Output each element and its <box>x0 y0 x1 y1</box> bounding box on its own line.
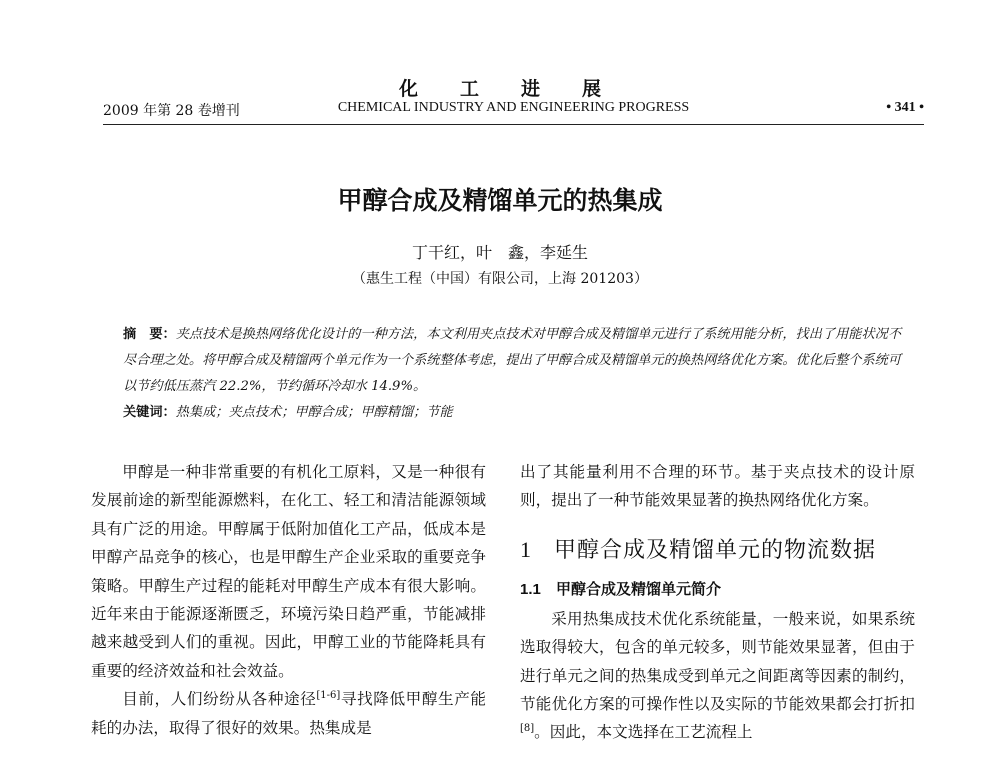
intro-p2-text-a: 目前，人们纷纷从各种途径 <box>122 690 317 709</box>
intro-paragraph-2 <box>91 685 486 742</box>
keywords-paragraph <box>123 400 913 426</box>
body-column-right <box>520 458 915 747</box>
citation-ref-8: [8] <box>520 723 535 735</box>
article-title: 甲醇合成及精馏单元的热集成 <box>337 186 663 215</box>
keywords-label: 关键词： <box>123 405 176 420</box>
subsection-title: 甲醇合成及精馏单元简介 <box>556 579 722 598</box>
intro-paragraph-1: 甲醇是一种非常重要的有机化工原料，又是一种很有发展前途的新型能源燃料，在化工、轻工和清洁能源领域具有广泛的用途。甲醇属于低附加值化工产品，低成本是甲醇产品竞争的核心，也是甲醇生产企业采取的重要竞争策略。甲醇生产过程的能耗对甲醇生产成本有很大影响。近年来由于能源逐渐匮乏，环境污染日趋严重，节能减排越来越受到人们的重视。因此，甲醇工业的节能降耗具有重要的经济效益和社会效益。 <box>91 463 486 680</box>
journal-name-en: CHEMICAL INDUSTRY AND ENGINEERING PROGRESS <box>337 100 690 115</box>
citation-ref: [1-6] <box>316 690 341 702</box>
subsection-text-b: 。因此，本文选择在工艺流程上 <box>534 723 753 742</box>
intro-paragraph-continued: 出了其能量利用不合理的环节。基于夹点技术的设计原则，提出了一种节能效果显著的换热网络优化方案。 <box>520 463 915 510</box>
intro-p2-text-b: 寻找降低甲醇生产能耗的办法，取得了很好的效果。热集成是 <box>91 690 486 737</box>
section-number: 1 <box>520 536 532 562</box>
subsection-text-a: 采用热集成技术优化系统能量，一般来说，如果系统选取得较大，包含的单元较多，则节能效果显著，但由于进行单元之间的热集成受到单元之间距离等因素的制约，节能优化方案的可操作性以及实际的节能效果都会打折扣 <box>520 609 915 714</box>
body-column-left <box>91 458 486 742</box>
issue-info: 2009 年第 28 卷增刊 <box>103 103 240 119</box>
running-header <box>103 100 924 122</box>
subsection-heading-1-1 <box>520 576 915 603</box>
keywords-text: 热集成；夹点技术；甲醇合成；甲醇精馏；节能 <box>175 405 453 420</box>
abstract-paragraph <box>123 322 913 400</box>
article-affiliation: （惠生工程（中国）有限公司，上海 201203） <box>352 271 648 287</box>
section-title: 甲醇合成及精馏单元的物流数据 <box>554 537 877 563</box>
abstract-block <box>123 322 913 426</box>
header-rule <box>103 124 924 125</box>
page-number: • 341 • <box>886 100 924 115</box>
subsection-paragraph <box>520 605 915 747</box>
abstract-text: 夹点技术是换热网络优化设计的一种方法，本文利用夹点技术对甲醇合成及精馏单元进行了系统用能分析，找出了用能状况不尽合理之处。将甲醇合成及精馏两个单元作为一个系统整体考虑，提出了甲醇合成及精馏单元的换热网络优化方案。优化后整个系统可以节约低压蒸汽 22.2%，节约循环冷却水 14.9%。 <box>123 327 902 394</box>
abstract-label: 摘 要： <box>123 327 176 342</box>
section-heading-1 <box>520 535 915 566</box>
subsection-number: 1.1 <box>520 580 541 598</box>
journal-name-cn: 化工进展 <box>398 78 643 100</box>
article-authors: 丁干红，叶 鑫，李延生 <box>411 243 588 262</box>
